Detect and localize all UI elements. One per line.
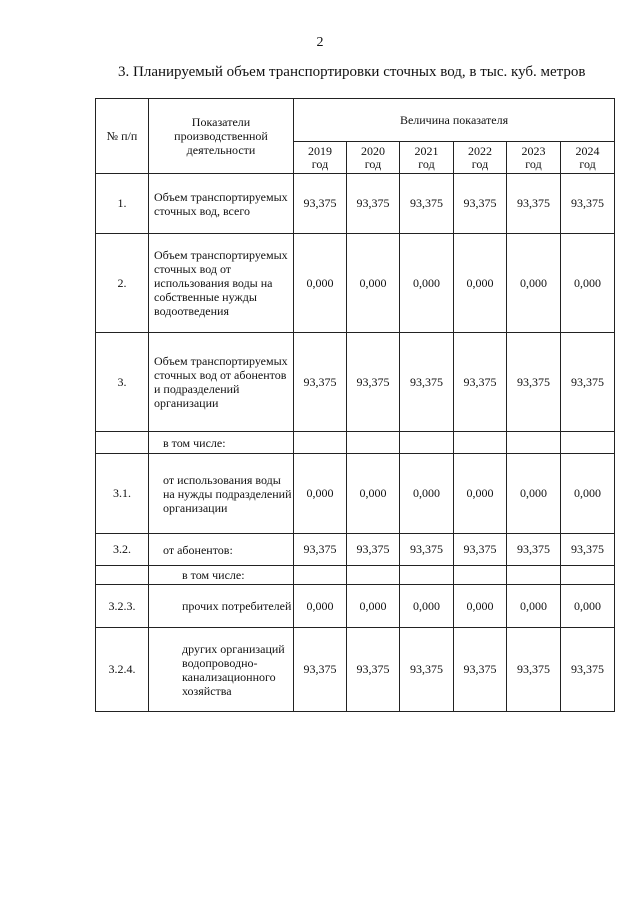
value-cell: 93,375: [454, 534, 507, 566]
row-indicator: других организаций водопроводно-канализационного хозяйства: [149, 628, 294, 712]
value-cell: 93,375: [294, 174, 347, 234]
header-year-0: [294, 142, 347, 174]
value-cell: 0,000: [561, 585, 615, 628]
year-label: 2024: [575, 143, 600, 158]
header-value-group: Величина показателя: [294, 99, 615, 142]
row-number: 3.1.: [96, 454, 149, 534]
header-year-3: [454, 142, 507, 174]
value-cell: 93,375: [400, 628, 454, 712]
row-indicator: прочих потребителей: [149, 585, 294, 628]
value-cell: 93,375: [347, 534, 400, 566]
table-row: [96, 333, 615, 432]
year-label: 2023: [521, 143, 546, 158]
value-cell: 0,000: [347, 585, 400, 628]
value-cell: 0,000: [347, 454, 400, 534]
row-indicator: Объем транспортируемых сточных вод, всего: [149, 174, 294, 234]
row-number: 3.: [96, 333, 149, 432]
header-year-1: [347, 142, 400, 174]
year-unit: год: [364, 156, 382, 171]
value-cell: 0,000: [454, 585, 507, 628]
value-cell: [347, 566, 400, 585]
row-number: [96, 566, 149, 585]
page-number: 2: [316, 35, 324, 50]
value-cell: [347, 432, 400, 454]
value-cell: [454, 432, 507, 454]
value-cell: [294, 432, 347, 454]
value-cell: 93,375: [561, 174, 615, 234]
value-cell: 0,000: [507, 234, 561, 333]
value-cell: 93,375: [294, 628, 347, 712]
value-cell: 93,375: [347, 174, 400, 234]
value-cell: 93,375: [507, 534, 561, 566]
value-cell: [400, 566, 454, 585]
year-label: 2019: [308, 143, 332, 158]
table-row: [96, 174, 615, 234]
value-cell: [400, 432, 454, 454]
value-cell: 0,000: [400, 585, 454, 628]
value-cell: 0,000: [507, 585, 561, 628]
year-unit: год: [579, 156, 596, 171]
table-row: [96, 585, 615, 628]
table-row: [96, 534, 615, 566]
value-cell: [561, 432, 615, 454]
table-row: [96, 454, 615, 534]
value-cell: 93,375: [561, 534, 615, 566]
year-unit: год: [418, 156, 435, 171]
value-cell: [507, 432, 561, 454]
row-number: 3.2.: [96, 534, 149, 566]
value-cell: 0,000: [294, 234, 347, 333]
header-year-4: [507, 142, 561, 174]
value-cell: 0,000: [294, 585, 347, 628]
value-cell: 93,375: [507, 333, 561, 432]
year-label: 2021: [414, 143, 439, 158]
header-year-5: [561, 142, 615, 174]
row-indicator: в том числе:: [149, 432, 294, 454]
table-row: [96, 432, 615, 454]
value-cell: [507, 566, 561, 585]
value-cell: [561, 566, 615, 585]
row-number: 2.: [96, 234, 149, 333]
value-cell: 0,000: [400, 454, 454, 534]
row-indicator: Объем транспортируемых сточных вод от абонентов и подразделений организации: [149, 333, 294, 432]
row-number: [96, 432, 149, 454]
value-cell: 93,375: [400, 174, 454, 234]
table-row: [96, 628, 615, 712]
row-indicator: Объем транспортируемых сточных вод от использования воды на собственные нужды водоотведения: [149, 234, 294, 333]
value-cell: 93,375: [561, 628, 615, 712]
row-indicator: в том числе:: [149, 566, 294, 585]
value-cell: 0,000: [507, 454, 561, 534]
value-cell: 93,375: [507, 174, 561, 234]
row-number: 3.2.4.: [96, 628, 149, 712]
row-number: 3.2.3.: [96, 585, 149, 628]
value-cell: 93,375: [561, 333, 615, 432]
value-cell: 0,000: [400, 234, 454, 333]
table-heading: 3. Планируемый объем транспортировки сточных вод, в тыс. куб. метров: [118, 64, 586, 80]
year-unit: год: [311, 156, 329, 171]
value-cell: 0,000: [454, 454, 507, 534]
year-label: 2020: [361, 143, 385, 158]
value-cell: 93,375: [400, 534, 454, 566]
value-cell: [454, 566, 507, 585]
row-indicator: от использования воды на нужды подразделений организации: [149, 454, 294, 534]
value-cell: 93,375: [454, 174, 507, 234]
value-cell: 0,000: [454, 234, 507, 333]
value-cell: 93,375: [294, 534, 347, 566]
value-cell: 93,375: [294, 333, 347, 432]
year-unit: год: [471, 156, 489, 171]
year-label: 2022: [468, 143, 492, 158]
value-cell: 0,000: [347, 234, 400, 333]
value-cell: 93,375: [454, 628, 507, 712]
value-cell: [294, 566, 347, 585]
value-cell: 93,375: [347, 333, 400, 432]
value-cell: 0,000: [561, 454, 615, 534]
year-unit: год: [525, 156, 542, 171]
indicators-table: [95, 98, 615, 712]
value-cell: 93,375: [454, 333, 507, 432]
table-row: [96, 566, 615, 585]
value-cell: 93,375: [400, 333, 454, 432]
header-indicator: Показатели производственной деятельности: [149, 99, 294, 174]
value-cell: 0,000: [561, 234, 615, 333]
header-num: № п/п: [96, 99, 149, 174]
value-cell: 93,375: [507, 628, 561, 712]
header-year-2: [400, 142, 454, 174]
value-cell: 93,375: [347, 628, 400, 712]
table-row: [96, 234, 615, 333]
row-number: 1.: [96, 174, 149, 234]
value-cell: 0,000: [294, 454, 347, 534]
row-indicator: от абонентов:: [149, 534, 294, 566]
